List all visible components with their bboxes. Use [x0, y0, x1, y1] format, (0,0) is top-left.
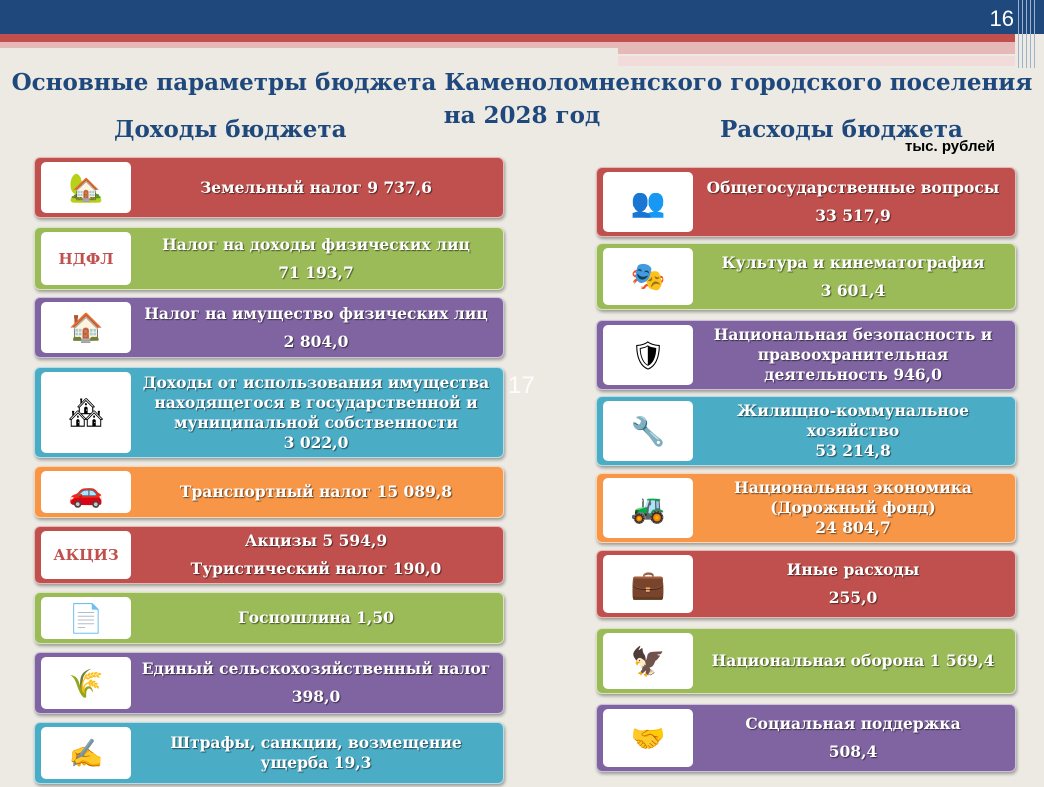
decorative-lines [1018, 0, 1036, 68]
income-item [34, 227, 504, 290]
expenses-item-text [697, 474, 1009, 542]
item-line: Жилищно-коммунальное [737, 401, 969, 420]
item-line: муниципальной собственности [174, 412, 458, 432]
expenses-item-text [697, 629, 1009, 693]
expenses-item [596, 473, 1016, 543]
item-line: Национальная безопасность и [713, 325, 993, 344]
expenses-item [596, 167, 1016, 237]
income-item [34, 526, 504, 584]
income-item-text [135, 653, 497, 713]
income-item-text [135, 368, 497, 457]
item-line: Штрафы, санкции, возмещение [170, 733, 462, 752]
expenses-item-text [697, 397, 1009, 465]
expense-heading: Расходы бюджета [720, 116, 963, 143]
meeting-icon: 👥 [603, 172, 693, 232]
expenses-item [596, 320, 1016, 390]
item-line: Иные расходы [786, 560, 920, 579]
income-item [34, 592, 504, 644]
item-line: 508,4 [828, 742, 878, 761]
income-item [34, 722, 504, 784]
expenses-item-text [697, 551, 1009, 617]
shield-icon: 🛡 [603, 325, 693, 385]
slide-number: 16 [989, 6, 1014, 31]
decorative-stripe [618, 48, 1015, 54]
income-item-text [135, 593, 497, 643]
income-item [34, 367, 504, 458]
item-line: Земельный налог 9 737,6 [200, 177, 432, 197]
item-line: Культура и кинематография [721, 252, 985, 272]
house-icon: 🏠 [41, 302, 131, 353]
item-line: Туристический налог 190,0 [190, 559, 442, 578]
item-line: деятельность 946,0 [764, 365, 942, 384]
ndfl-icon: НДФЛ [41, 232, 131, 285]
car-icon: 🚗 [41, 471, 131, 513]
slide-title: Основные параметры бюджета Каменоломненского городского поселения на 2028 год [11, 69, 1033, 129]
item-line: Общегосударственные вопросы [706, 178, 1000, 197]
emblem-icon: 🦅 [603, 633, 693, 689]
decorative-stripe [618, 56, 1015, 66]
item-line: 3 022,0 [283, 432, 349, 452]
item-line: Национальная оборона 1 569,4 [711, 651, 995, 670]
faint-number: 17 [508, 372, 535, 399]
item-line: 398,0 [291, 687, 341, 706]
expenses-item-text [697, 321, 1009, 389]
income-item [34, 297, 504, 358]
agriculture-icon: 🌾 [41, 657, 131, 709]
road-icon: 🚜 [603, 478, 693, 538]
expenses-item [596, 396, 1016, 466]
expenses-item-text [697, 705, 1009, 771]
units-label: тыс. рублей [905, 138, 995, 155]
expenses-item-text [697, 168, 1009, 236]
expenses-item-text [697, 244, 1009, 309]
income-item-text [135, 527, 497, 583]
item-line: 24 804,7 [815, 518, 891, 537]
item-line: 53 214,8 [815, 441, 891, 460]
land-icon: 🏡 [41, 162, 131, 213]
item-line: 33 517,9 [815, 206, 891, 225]
income-item [34, 466, 504, 518]
item-line: Налог на доходы физических лиц [162, 234, 470, 254]
item-line: Единый сельскохозяйственный налог [141, 659, 491, 678]
item-line: ущерба 19,3 [260, 753, 372, 772]
income-item-text [135, 158, 497, 217]
item-line: 2 804,0 [283, 331, 349, 351]
expenses-item [596, 243, 1016, 310]
income-heading: Доходы бюджета [114, 116, 347, 143]
item-line: Госпошлина 1,50 [238, 608, 394, 627]
expenses-item [596, 628, 1016, 694]
decorative-stripe [0, 34, 1015, 42]
expenses-item [596, 704, 1016, 772]
income-item [34, 157, 504, 218]
item-line: 71 193,7 [278, 262, 354, 282]
excise-icon: АКЦИЗ [41, 531, 131, 579]
income-item-text [135, 228, 497, 289]
income-item-text [135, 723, 497, 783]
item-line: находящегося в государственной и [154, 392, 478, 412]
item-line: правоохранительная [757, 345, 949, 364]
item-line: Доходы от использования имущества [142, 372, 490, 392]
expenses-item [596, 550, 1016, 618]
item-line: Национальная экономика [734, 478, 972, 497]
top-bar [0, 0, 1044, 34]
item-line: (Дорожный фонд) [770, 498, 936, 517]
item-line: Налог на имущество физических лиц [144, 303, 488, 323]
item-line: хозяйство [806, 421, 900, 440]
income-item-text [135, 467, 497, 517]
item-line: Социальная поддержка [745, 714, 961, 733]
utilities-icon: 🔧 [603, 401, 693, 461]
wallet-icon: 💼 [603, 555, 693, 613]
fee-icon: 📄 [41, 597, 131, 639]
income-item-text [135, 298, 497, 357]
item-line: Акцизы 5 594,9 [244, 531, 388, 550]
item-line: 255,0 [828, 588, 878, 607]
culture-icon: 🎭 [603, 248, 693, 305]
income-item [34, 652, 504, 714]
item-line: Транспортный налог 15 089,8 [179, 482, 453, 501]
item-line: 3 601,4 [820, 280, 886, 300]
property-icon: 🏘 [41, 372, 131, 453]
handshake-icon: 🤝 [603, 709, 693, 767]
document-icon: ✍ [41, 727, 131, 779]
